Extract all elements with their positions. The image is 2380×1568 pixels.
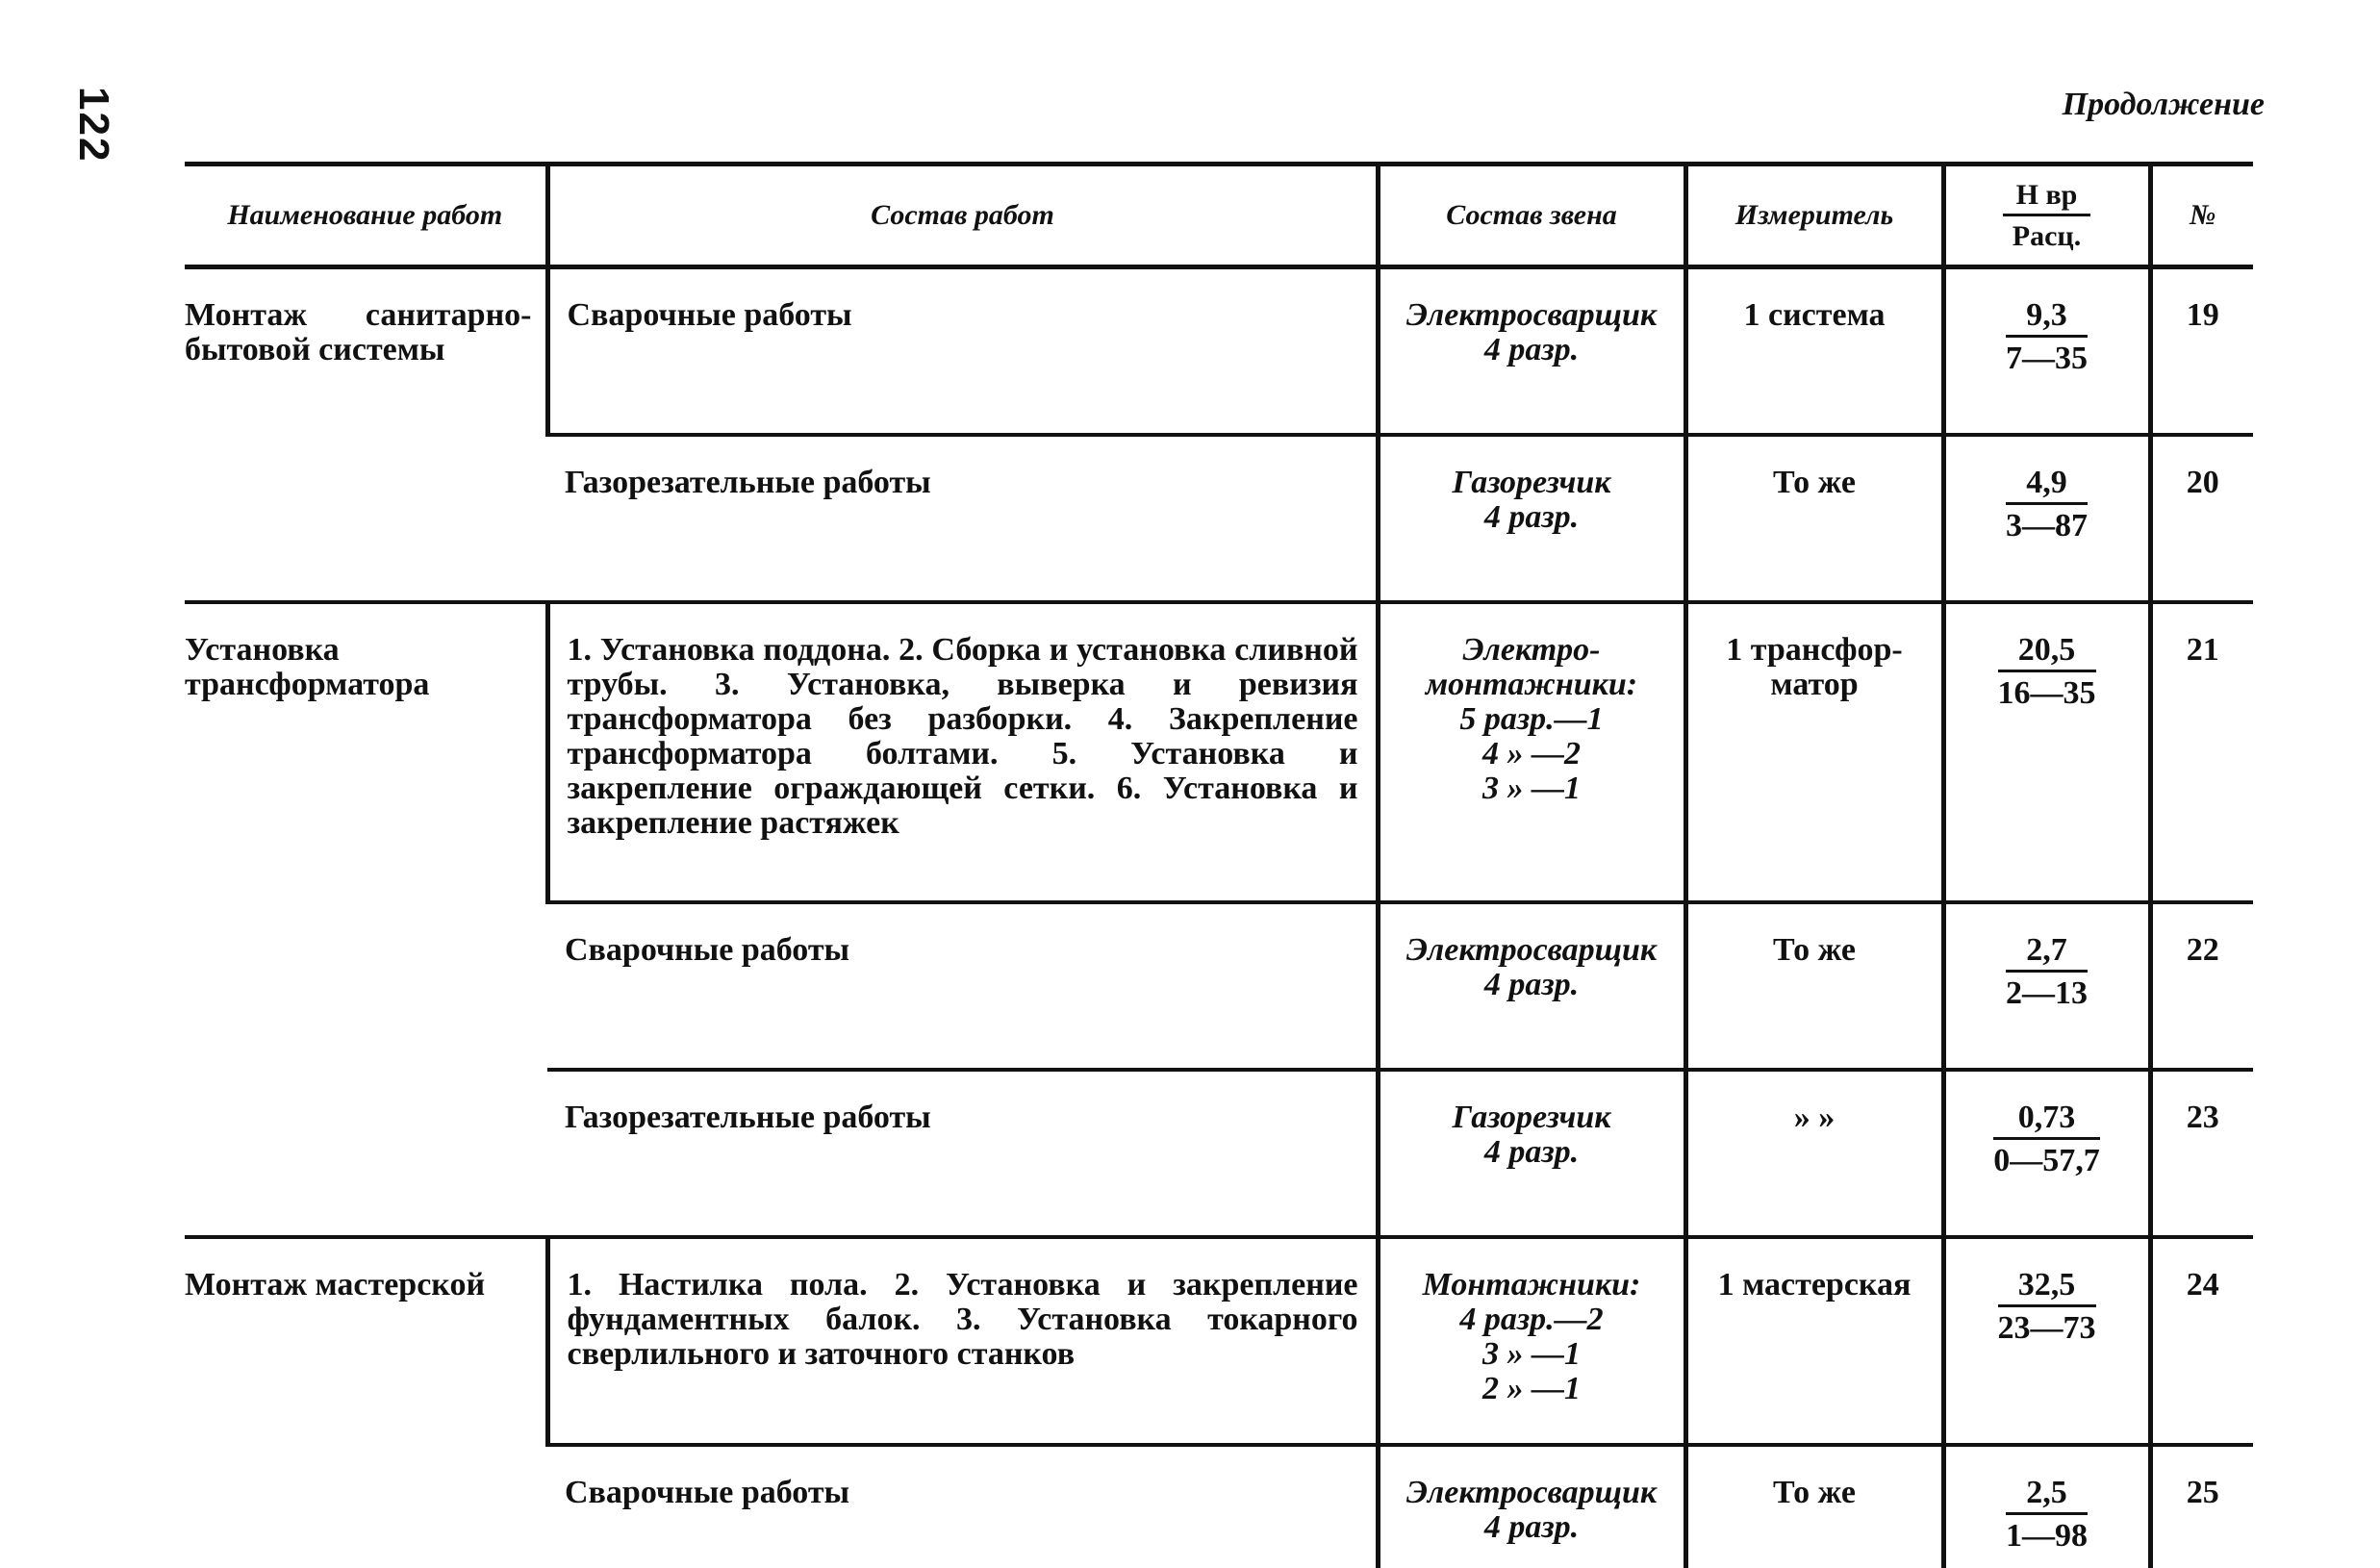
table-row [185, 1237, 2253, 1445]
continuation-label: Продолжение [2062, 87, 2265, 122]
rate-cell [1943, 902, 2150, 1070]
header-row [185, 164, 2253, 267]
crew-composition: Электросварщик 4 разр. [1378, 267, 1685, 436]
time-norm: 32,5 [1998, 1268, 2096, 1307]
rate-cell [1943, 1070, 2150, 1237]
rate-fraction [2006, 466, 2088, 544]
work-composition: 1. Настилка пола. 2. Установка и закрепление фундаментных балок. 3. Установка токарного сверлильного и заточного станков [547, 1237, 1378, 1445]
header-name: Наименование работ [185, 164, 547, 267]
work-composition: Газорезательные работы [547, 1070, 1378, 1237]
price-rate: 1—98 [2006, 1518, 2088, 1554]
row-number: 22 [2150, 902, 2253, 1070]
row-number: 19 [2150, 267, 2253, 436]
row-number: 23 [2150, 1070, 2253, 1237]
work-composition: Сварочные работы [565, 1475, 850, 1510]
time-norm: 4,9 [2006, 466, 2088, 505]
unit: » » [1685, 1070, 1943, 1237]
header-rate-top: Н вр [2003, 179, 2091, 216]
row-number: 20 [2150, 435, 2253, 602]
crew-composition: Газорезчик 4 разр. [1378, 435, 1685, 602]
row-number: 21 [2150, 602, 2253, 902]
header-crew: Состав звена [1378, 164, 1685, 267]
unit: 1 трансфор- матор [1685, 602, 1943, 902]
table-row [185, 602, 2253, 902]
price-rate: 16—35 [1997, 675, 2096, 711]
work-name: Установка трансформатора [185, 602, 547, 1237]
rate-cell [1943, 267, 2150, 436]
norms-table [185, 162, 2253, 1568]
time-norm: 0,73 [1993, 1100, 2100, 1140]
work-composition: 1. Установка поддона. 2. Сборка и установка сливной трубы. 3. Установка, выверка и ревизия трансформатора без разборки. 4. Закрепление трансформатора болтами. 5. Установка и закрепление ограждающей сетки. 6. Установка и закрепление растяжек [547, 602, 1378, 902]
time-norm: 2,7 [2006, 933, 2088, 973]
row-number: 24 [2150, 1237, 2253, 1445]
table-row [185, 267, 2253, 436]
crew-composition: Газорезчик 4 разр. [1378, 1070, 1685, 1237]
work-name: Монтаж мастерской [185, 1267, 486, 1302]
rate-fraction [1993, 1100, 2100, 1178]
price-rate: 7—35 [2006, 341, 2088, 376]
row-number: 25 [2150, 1445, 2253, 1568]
rate-fraction [2006, 1476, 2088, 1554]
rate-cell [1943, 602, 2150, 902]
price-rate: 3—87 [2006, 508, 2088, 544]
price-rate: 0—57,7 [1993, 1143, 2100, 1178]
crew-composition: Электро- монтажники: 5 разр.—1 4 » —2 3 » —1 [1378, 602, 1685, 902]
rate-header-fraction [2003, 179, 2091, 253]
unit: 1 система [1685, 267, 1943, 436]
unit: То же [1685, 902, 1943, 1070]
unit: 1 мастерская [1685, 1237, 1943, 1445]
rate-fraction [1998, 633, 2096, 711]
header-rate-bottom: Расц. [2012, 219, 2082, 252]
rate-cell [1943, 1237, 2150, 1445]
crew-composition: Электросварщик 4 разр. [1378, 1445, 1685, 1568]
time-norm: 9,3 [2006, 298, 2088, 338]
header-rate [1943, 164, 2150, 267]
header-work: Состав работ [547, 164, 1378, 267]
price-rate: 23—73 [1997, 1310, 2096, 1346]
work-composition: Сварочные работы [547, 267, 1378, 436]
unit: То же [1685, 435, 1943, 602]
rate-fraction [2006, 298, 2088, 376]
unit: То же [1685, 1445, 1943, 1568]
work-composition: Сварочные работы [547, 902, 1378, 1070]
price-rate: 2—13 [2006, 975, 2088, 1011]
rate-fraction [2006, 933, 2088, 1011]
header-num: № [2150, 164, 2253, 267]
crew-composition: Монтажники: 4 разр.—2 3 » —1 2 » —1 [1378, 1237, 1685, 1445]
work-name: Монтаж санитарно-бытовой системы [185, 267, 547, 603]
page-number: 122 [70, 87, 117, 164]
work-composition: Газорезательные работы [547, 435, 1378, 602]
header-unit: Измеритель [1685, 164, 1943, 267]
rate-cell [1943, 1445, 2150, 1568]
rate-cell [1943, 435, 2150, 602]
time-norm: 2,5 [2006, 1476, 2088, 1515]
crew-composition: Электросварщик 4 разр. [1378, 902, 1685, 1070]
rate-fraction [1998, 1268, 2096, 1346]
time-norm: 20,5 [1998, 633, 2096, 672]
